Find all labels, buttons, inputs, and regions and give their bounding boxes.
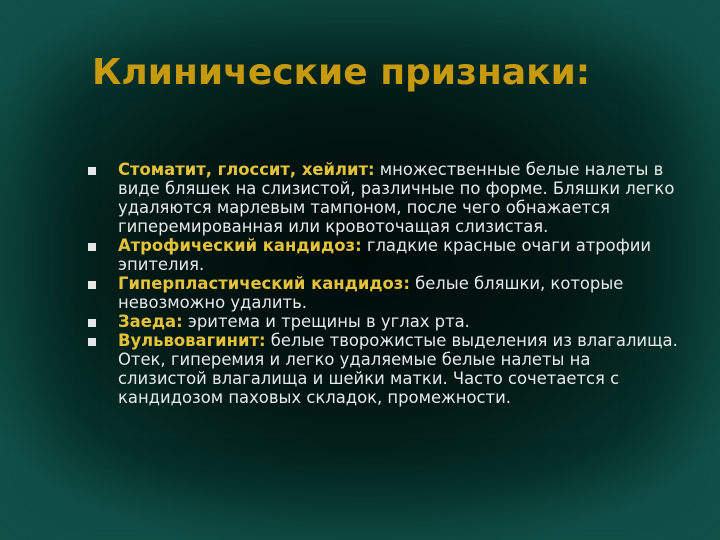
list-item-term: Гиперпластический кандидоз: (118, 274, 410, 293)
list-item (88, 236, 678, 274)
list-item-text (118, 236, 678, 274)
list-item (88, 160, 678, 236)
list-item (88, 312, 678, 331)
square-bullet-icon (88, 338, 96, 346)
slide-title: Клинические признаки: (92, 52, 591, 93)
list-item-text (118, 274, 678, 312)
list-item-text (118, 312, 678, 331)
square-bullet-icon (88, 281, 96, 289)
symptom-list (88, 160, 678, 407)
list-item-term: Стоматит, глоссит, хейлит: (118, 160, 375, 179)
square-bullet-icon (88, 167, 96, 175)
list-item-description: множественные белые налеты в виде бляшек на слизистой, различные по форме. Бляшки легко удаляются марлевым тампоном, после чего обнажается гиперемированная или кровоточащая слизистая. (118, 160, 675, 236)
list-item-description: белые бляшки, которые невозможно удалить. (118, 274, 624, 312)
square-bullet-icon (88, 243, 96, 251)
list-item-text (118, 160, 678, 236)
list-item-description: белые творожистые выделения из влагалища. Отек, гиперемия и легко удаляемые белые налеты на слизистой влагалища и шейки матки. Часто сочетается с кандидозом паховых складок, промежности. (118, 331, 678, 407)
list-item-text (118, 331, 678, 407)
list-item-description: гладкие красные очаги атрофии эпителия. (118, 236, 652, 274)
square-bullet-icon (88, 319, 96, 327)
list-item (88, 331, 678, 407)
list-item-term: Вульвовагинит: (118, 331, 266, 350)
list-item (88, 274, 678, 312)
list-item-term: Заеда: (118, 312, 183, 331)
list-item-description: эритема и трещины в углах рта. (182, 312, 470, 331)
list-item-term: Атрофический кандидоз: (118, 236, 362, 255)
